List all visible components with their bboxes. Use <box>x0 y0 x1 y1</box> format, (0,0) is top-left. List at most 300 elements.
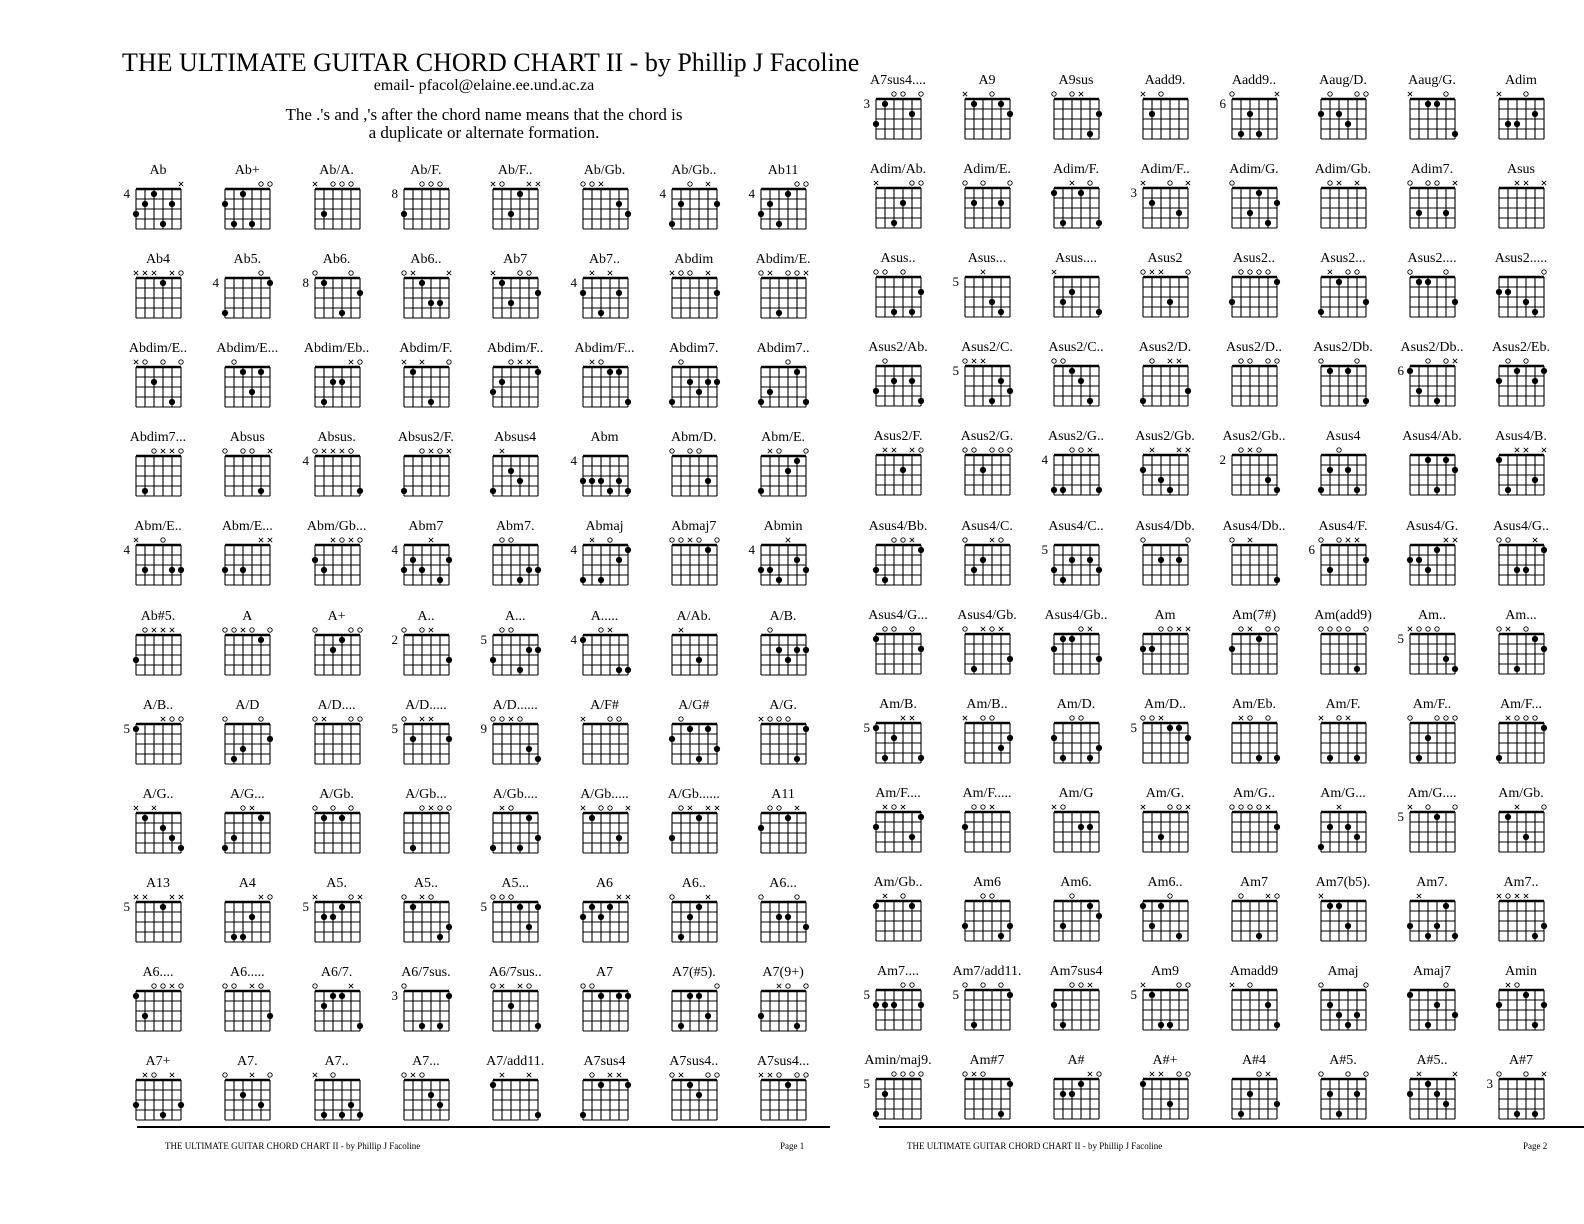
fretboard-diagram <box>1386 800 1478 862</box>
chord-name: Ab/Gb.. <box>671 163 717 178</box>
fretboard-diagram <box>201 801 293 863</box>
chord-name: Adim/Gb. <box>1314 162 1372 178</box>
chord-name: A7sus4... <box>756 1054 810 1069</box>
fretboard-diagram <box>737 444 829 506</box>
fretboard-diagram <box>1297 176 1389 238</box>
fretboard-diagram <box>1030 978 1122 1040</box>
chord-name: Ab/Gb. <box>583 163 626 178</box>
chord-diagram <box>737 1054 829 1132</box>
fretboard-diagram <box>1475 176 1567 238</box>
fret-number: 4 <box>748 542 756 558</box>
chord-name: Am/F. <box>1325 696 1361 712</box>
chord-name: Asus4/C. <box>961 518 1013 534</box>
chord-name: Adim/E. <box>963 162 1011 178</box>
chord-name: Abdim/E... <box>216 341 279 357</box>
chord-diagram <box>1297 964 1389 1042</box>
fretboard-diagram <box>941 443 1033 505</box>
chord-diagram <box>1386 340 1478 418</box>
chord-name: A/D.... <box>317 697 356 713</box>
fretboard-diagram <box>469 623 561 685</box>
chord-name: Abmaj <box>585 519 624 535</box>
chord-diagram <box>201 787 293 865</box>
chord-name: A/G# <box>678 697 710 713</box>
fretboard-diagram <box>291 177 383 239</box>
chord-diagram <box>469 609 561 687</box>
fretboard-diagram <box>1475 354 1567 416</box>
fretboard-diagram <box>1475 800 1567 862</box>
fret-number: 4 <box>570 542 577 558</box>
page-title: THE ULTIMATE GUITAR CHORD CHART II - by Phillip J Facoline <box>122 48 860 77</box>
fretboard-diagram <box>1386 354 1478 416</box>
chord-name: Abdim/Eb.. <box>303 341 370 357</box>
chord-name: A#5. <box>1329 1053 1357 1069</box>
chord-name: Amadd9 <box>1229 964 1279 979</box>
chord-name: A5. <box>326 875 347 891</box>
chord-name: Am/F... <box>1499 696 1543 712</box>
chord-name: Abm/E... <box>221 519 273 535</box>
fretboard-diagram <box>559 533 651 595</box>
fretboard-diagram <box>1119 176 1211 238</box>
fretboard-diagram <box>852 622 944 684</box>
fretboard-diagram <box>1475 265 1567 327</box>
chord-name: Abmin <box>763 519 803 535</box>
fret-number: 4 <box>391 542 398 558</box>
fretboard-diagram <box>737 890 829 952</box>
fretboard-diagram <box>469 266 561 328</box>
chord-name: Am/B. <box>879 696 917 712</box>
chord-name: Asus4/Db.. <box>1222 518 1286 534</box>
chord-name: Amin <box>1505 964 1537 979</box>
fretboard-diagram <box>737 979 829 1041</box>
fretboard-diagram <box>201 979 293 1041</box>
chord-name: A7.. <box>324 1054 349 1069</box>
fret-number: 4 <box>302 453 309 469</box>
fretboard-diagram <box>648 712 740 774</box>
fretboard-diagram <box>291 1068 383 1130</box>
fret-number: 3 <box>863 96 870 111</box>
chord-name: A13 <box>145 875 171 891</box>
chord-name: A#7 <box>1508 1053 1534 1069</box>
fretboard-diagram <box>1208 533 1300 595</box>
chord-name: Am7 <box>1240 874 1268 890</box>
fretboard-diagram <box>201 623 293 685</box>
fretboard-diagram <box>559 355 651 417</box>
chord-diagram <box>469 341 561 419</box>
chord-diagram <box>112 698 204 776</box>
chord-diagram <box>852 519 944 597</box>
chord-name: A6.. <box>681 875 706 891</box>
fretboard-diagram <box>380 355 472 417</box>
fretboard-diagram <box>1297 87 1389 149</box>
fretboard-diagram <box>852 889 944 951</box>
chord-diagram <box>941 1053 1033 1131</box>
chord-name: Asus2/Eb. <box>1492 340 1550 356</box>
fretboard-diagram <box>737 177 829 239</box>
chord-diagram <box>852 608 944 686</box>
chord-name: Asus2.... <box>1407 251 1457 267</box>
chord-diagram <box>1030 251 1122 329</box>
chord-diagram <box>291 163 383 241</box>
fretboard-diagram <box>1119 443 1211 505</box>
chord-diagram <box>1208 608 1300 686</box>
chord-diagram <box>291 1054 383 1132</box>
chord-name: A/G. <box>769 697 797 713</box>
fretboard-diagram <box>112 266 204 328</box>
chord-name: A#+ <box>1152 1053 1178 1069</box>
chord-diagram <box>648 519 740 597</box>
fretboard-diagram <box>648 355 740 417</box>
chord-diagram <box>737 609 829 687</box>
fretboard-diagram <box>1030 622 1122 684</box>
chord-name: Am/G... <box>1320 785 1366 801</box>
chord-name: A... <box>504 608 526 624</box>
fretboard-diagram <box>112 355 204 417</box>
fretboard-diagram <box>112 890 204 952</box>
chord-diagram <box>112 163 204 241</box>
chord-diagram <box>559 698 651 776</box>
fret-number: 5 <box>952 987 959 1002</box>
chord-name: Abm/E.. <box>134 519 182 535</box>
chord-diagram <box>648 252 740 330</box>
fretboard-diagram <box>469 712 561 774</box>
fretboard-diagram <box>201 444 293 506</box>
chord-diagram <box>469 163 561 241</box>
fretboard-diagram <box>469 355 561 417</box>
chord-name: Aadd9.. <box>1231 73 1277 88</box>
fretboard-diagram <box>1475 443 1567 505</box>
chord-name: Am/B.. <box>966 696 1008 712</box>
chord-diagram <box>1475 251 1567 329</box>
chord-name: Am7sus4 <box>1049 964 1103 979</box>
fretboard-diagram <box>1386 1067 1478 1129</box>
fretboard-diagram <box>201 533 293 595</box>
fretboard-diagram <box>1475 978 1567 1040</box>
fretboard-diagram <box>559 177 651 239</box>
chord-diagram <box>469 519 561 597</box>
fretboard-diagram <box>1208 622 1300 684</box>
chord-diagram <box>1119 875 1211 953</box>
chord-diagram <box>737 252 829 330</box>
fret-number: 5 <box>480 898 488 914</box>
chord-name: Absus4 <box>494 430 537 446</box>
chord-diagram <box>559 163 651 241</box>
fretboard-diagram <box>201 177 293 239</box>
chord-diagram <box>1208 875 1300 953</box>
chord-diagram <box>1297 786 1389 864</box>
fretboard-diagram <box>112 533 204 595</box>
fretboard-diagram <box>380 444 472 506</box>
fretboard-diagram <box>291 355 383 417</box>
fretboard-diagram <box>291 979 383 1041</box>
chord-diagram <box>1297 697 1389 775</box>
fretboard-diagram <box>1119 354 1211 416</box>
fretboard-diagram <box>1119 87 1211 149</box>
fretboard-diagram <box>852 711 944 773</box>
chord-name: Am/Gb. <box>1498 785 1544 801</box>
chord-diagram <box>648 965 740 1043</box>
chord-name: Adim/Ab. <box>869 162 927 178</box>
chord-diagram <box>1030 340 1122 418</box>
chord-diagram <box>201 252 293 330</box>
fretboard-diagram <box>1475 87 1567 149</box>
chord-name: Ab7.. <box>588 252 621 268</box>
chord-name: A.. <box>417 608 435 624</box>
chord-diagram <box>291 609 383 687</box>
fretboard-diagram <box>559 979 651 1041</box>
chord-name: Am/F..... <box>962 785 1012 801</box>
chord-diagram <box>1119 251 1211 329</box>
chord-name: A# <box>1067 1053 1085 1069</box>
chord-name: A/F# <box>590 697 619 713</box>
chord-diagram <box>737 430 829 508</box>
fretboard-diagram <box>852 978 944 1040</box>
fretboard-diagram <box>737 712 829 774</box>
chord-diagram <box>737 519 829 597</box>
fretboard-diagram <box>112 979 204 1041</box>
chord-diagram <box>1297 608 1389 686</box>
chord-diagram <box>1386 1053 1478 1131</box>
fret-number: 3 <box>391 987 398 1003</box>
fretboard-diagram <box>1119 1067 1211 1129</box>
chord-diagram <box>852 1053 944 1131</box>
chart-page-2 <box>850 0 1584 1224</box>
chord-diagram <box>112 609 204 687</box>
fretboard-diagram <box>1208 1067 1300 1129</box>
chord-diagram <box>112 965 204 1043</box>
fret-number: 3 <box>1130 185 1137 201</box>
fret-number: 8 <box>391 186 398 201</box>
chord-diagram <box>1386 519 1478 597</box>
fretboard-diagram <box>291 890 383 952</box>
fretboard-diagram <box>380 801 472 863</box>
chord-diagram <box>112 787 204 865</box>
chord-diagram <box>852 251 944 329</box>
chord-name: Am6 <box>973 874 1001 890</box>
fretboard-diagram <box>559 890 651 952</box>
chord-diagram <box>380 876 472 954</box>
chord-name: Aadd9. <box>1144 73 1186 88</box>
fretboard-diagram <box>201 1068 293 1130</box>
chord-diagram <box>1386 875 1478 953</box>
fretboard-diagram <box>1119 265 1211 327</box>
chord-diagram <box>737 341 829 419</box>
chord-diagram <box>852 697 944 775</box>
chord-diagram <box>1119 519 1211 597</box>
chord-name: Asus4 <box>1325 429 1361 445</box>
fretboard-diagram <box>1208 443 1300 505</box>
chord-diagram <box>852 964 944 1042</box>
chord-diagram <box>380 609 472 687</box>
fretboard-diagram <box>559 266 651 328</box>
fretboard-diagram <box>1297 978 1389 1040</box>
fretboard-diagram <box>1386 176 1478 238</box>
fretboard-diagram <box>648 533 740 595</box>
chord-name: A6/7sus. <box>401 964 451 980</box>
chord-diagram <box>1208 73 1300 151</box>
chord-diagram <box>559 430 651 508</box>
chord-name: Am/F.... <box>875 785 921 801</box>
fretboard-diagram <box>380 1068 472 1130</box>
chord-diagram <box>1475 608 1567 686</box>
fretboard-diagram <box>112 712 204 774</box>
fret-number: 8 <box>302 275 309 291</box>
fretboard-diagram <box>648 801 740 863</box>
chord-name: Asus2/Gb.. <box>1222 429 1286 445</box>
fretboard-diagram <box>852 1067 944 1129</box>
fret-number: 5 <box>952 274 959 290</box>
chord-diagram <box>1030 786 1122 864</box>
chord-diagram <box>559 1054 651 1132</box>
chord-diagram <box>201 965 293 1043</box>
fretboard-diagram <box>291 801 383 863</box>
fret-number: 4 <box>570 631 577 647</box>
chord-name: A/G.. <box>142 786 174 802</box>
chord-diagram <box>648 341 740 419</box>
fretboard-diagram <box>737 801 829 863</box>
chord-diagram <box>648 609 740 687</box>
chord-name: Amaj7 <box>1412 964 1452 979</box>
chord-diagram <box>852 340 944 418</box>
chord-name: Adim <box>1505 73 1537 88</box>
fret-number: 4 <box>659 186 666 201</box>
chord-diagram <box>648 698 740 776</box>
chord-name: A7 <box>595 964 614 980</box>
chord-name: A6/7sus.. <box>488 964 542 980</box>
chord-diagram <box>1475 340 1567 418</box>
chord-name: Asus2/Db. <box>1313 340 1373 356</box>
chord-name: Asus2/G. <box>960 429 1014 445</box>
fretboard-diagram <box>1030 443 1122 505</box>
chord-name: A/Ab. <box>676 608 712 624</box>
fretboard-diagram <box>1386 533 1478 595</box>
fretboard-diagram <box>1475 1067 1567 1129</box>
chord-diagram <box>1297 429 1389 507</box>
chord-diagram <box>852 875 944 953</box>
chord-name: Am/F.. <box>1412 696 1452 712</box>
chord-diagram <box>559 519 651 597</box>
fretboard-diagram <box>648 890 740 952</box>
chord-name: Am(7#) <box>1231 607 1277 623</box>
chord-diagram <box>852 786 944 864</box>
chord-diagram <box>648 163 740 241</box>
chord-name: Asus <box>1506 162 1535 178</box>
chord-diagram <box>201 609 293 687</box>
fretboard-diagram <box>941 87 1033 149</box>
chord-name: Adim7. <box>1410 162 1454 178</box>
chord-diagram <box>941 697 1033 775</box>
fretboard-diagram <box>648 177 740 239</box>
fretboard-diagram <box>380 890 472 952</box>
chord-diagram <box>1297 1053 1389 1131</box>
fretboard-diagram <box>1297 711 1389 773</box>
chord-name: A7sus4 <box>583 1054 626 1069</box>
chord-diagram <box>380 430 472 508</box>
chord-name: Am/G. <box>1145 785 1185 801</box>
chord-name: A/Gb...... <box>667 786 720 802</box>
chord-name: A/Gb. <box>319 786 354 802</box>
chord-name: Asus2/D.. <box>1225 340 1282 356</box>
fretboard-diagram <box>112 177 204 239</box>
chord-name: A..... <box>590 608 619 624</box>
fretboard-diagram <box>201 355 293 417</box>
chord-diagram <box>648 430 740 508</box>
chord-diagram <box>941 519 1033 597</box>
fret-number: 5 <box>480 631 488 647</box>
chord-name: Ab#5. <box>140 608 176 624</box>
chord-diagram <box>380 252 472 330</box>
chord-name: A/D..... <box>405 697 447 713</box>
chord-name: Ab6. <box>322 252 351 268</box>
chord-name: Aaug/D. <box>1319 73 1367 88</box>
fretboard-diagram <box>469 533 561 595</box>
explanation-note <box>0 106 968 142</box>
chord-diagram <box>737 163 829 241</box>
chord-name: Am/Gb.. <box>873 874 923 890</box>
chord-diagram <box>112 430 204 508</box>
chord-diagram <box>1386 73 1478 151</box>
fretboard-diagram <box>469 1068 561 1130</box>
chord-name: Abm/Gb... <box>306 519 367 535</box>
chord-name: Am(add9) <box>1314 607 1372 623</box>
fretboard-diagram <box>291 533 383 595</box>
chord-name: Asus4/Gb. <box>957 607 1017 623</box>
chord-diagram <box>1208 340 1300 418</box>
fret-number: 4 <box>212 275 220 291</box>
fretboard-diagram <box>852 265 944 327</box>
chord-name: A+ <box>327 608 346 624</box>
chord-name: A6.... <box>142 964 174 980</box>
chord-diagram <box>1208 251 1300 329</box>
chord-diagram <box>469 430 561 508</box>
fretboard-diagram <box>1208 87 1300 149</box>
chord-diagram <box>201 876 293 954</box>
chord-diagram <box>1030 73 1122 151</box>
chord-diagram <box>380 787 472 865</box>
fretboard-diagram <box>1386 978 1478 1040</box>
chord-name: Abdim/F... <box>574 341 635 357</box>
chord-name: Abdim/E.. <box>128 341 188 357</box>
fretboard-diagram <box>469 979 561 1041</box>
fret-number: 5 <box>863 987 870 1002</box>
chord-diagram <box>941 429 1033 507</box>
chord-diagram <box>1030 162 1122 240</box>
chord-name: Am/G.... <box>1407 785 1457 801</box>
fretboard-diagram <box>1030 711 1122 773</box>
chord-diagram <box>1208 162 1300 240</box>
fretboard-diagram <box>1208 265 1300 327</box>
chord-diagram <box>1386 964 1478 1042</box>
chord-name: Am/D.. <box>1144 696 1186 712</box>
chord-diagram <box>469 965 561 1043</box>
chord-diagram <box>1119 162 1211 240</box>
chord-name: A#4 <box>1241 1053 1267 1069</box>
chord-diagram <box>1030 608 1122 686</box>
chord-diagram <box>648 787 740 865</box>
chord-diagram <box>112 519 204 597</box>
chord-name: Am.. <box>1418 607 1446 623</box>
chord-diagram <box>1119 786 1211 864</box>
chord-name: Asus2... <box>1320 251 1366 267</box>
chord-diagram <box>201 519 293 597</box>
chord-diagram <box>469 252 561 330</box>
chord-diagram <box>291 252 383 330</box>
chord-diagram <box>737 965 829 1043</box>
chord-name: Amin/maj9. <box>864 1053 932 1069</box>
chord-diagram <box>1475 1053 1567 1131</box>
fretboard-diagram <box>201 712 293 774</box>
chord-diagram <box>469 787 561 865</box>
chord-name: A/Gb.... <box>492 786 538 802</box>
